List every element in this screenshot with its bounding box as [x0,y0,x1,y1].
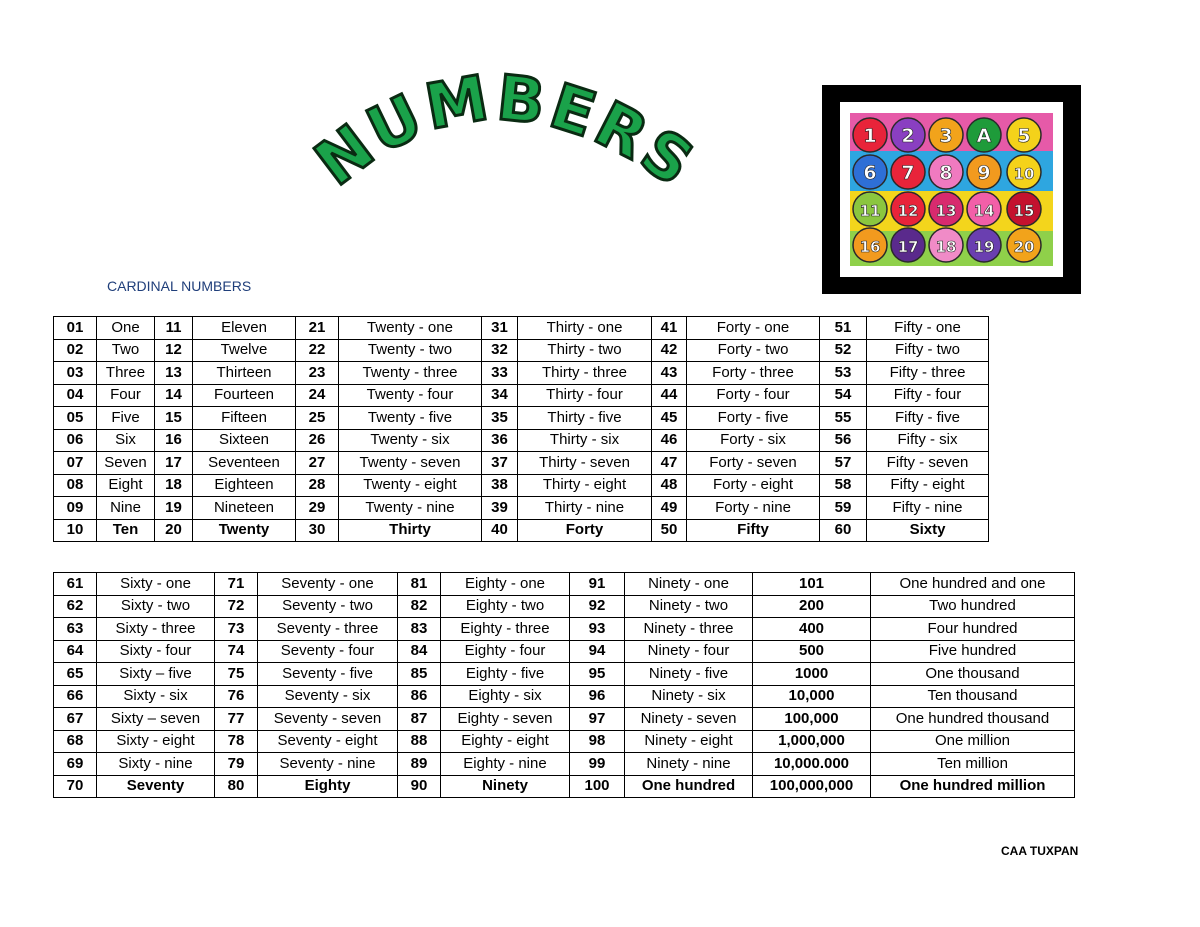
table-row [54,497,989,520]
numeral-cell: 69 [54,753,97,776]
word-cell: Seventeen [193,452,296,475]
puzzle-piece-label: 16 [859,238,881,256]
number-puzzle-image [822,85,1081,294]
numeral-cell: 24 [296,384,339,407]
word-cell: Thirty - seven [518,452,652,475]
puzzle-board [850,113,1053,266]
table-row [54,708,1075,731]
word-cell: Fifty - one [867,317,989,340]
puzzle-piece-label: 12 [897,202,919,220]
numeral-cell: 68 [54,730,97,753]
numeral-cell: 65 [54,663,97,686]
word-cell: Ninety - three [625,618,753,641]
word-cell: Fifty - six [867,429,989,452]
word-cell: Ten thousand [871,685,1075,708]
word-cell: One million [871,730,1075,753]
numeral-cell: 70 [54,775,97,798]
numeral-cell: 48 [652,474,687,497]
puzzle-piece [1007,118,1041,152]
word-cell: Fifty - nine [867,497,989,520]
numeral-cell: 73 [215,618,258,641]
puzzle-piece [1007,192,1041,226]
puzzle-piece [853,118,887,152]
word-cell: Seventy - five [258,663,398,686]
word-cell: Four [97,384,155,407]
puzzle-piece [891,155,925,189]
table-row [54,595,1075,618]
word-cell: Twenty - nine [339,497,482,520]
table-row [54,452,989,475]
table-row [54,384,989,407]
word-cell: Thirty - three [518,362,652,385]
word-cell: Eleven [193,317,296,340]
puzzle-matte [840,102,1063,277]
word-cell: Seventy - nine [258,753,398,776]
puzzle-piece [929,118,963,152]
numeral-cell: 79 [215,753,258,776]
numeral-cell: 83 [398,618,441,641]
numbers-table-1-60 [53,316,989,542]
word-cell: Seventy - eight [258,730,398,753]
word-cell: Forty - two [687,339,820,362]
numeral-cell: 16 [155,429,193,452]
numeral-cell: 02 [54,339,97,362]
word-cell: Forty - four [687,384,820,407]
word-cell: Sixty - one [97,573,215,596]
numeral-cell: 96 [570,685,625,708]
numeral-cell: 11 [155,317,193,340]
numeral-cell: 21 [296,317,339,340]
word-cell: Eighty - three [441,618,570,641]
word-cell: Forty - three [687,362,820,385]
puzzle-piece-label: 17 [897,238,919,256]
word-cell: Twenty - three [339,362,482,385]
word-cell: Fifty - seven [867,452,989,475]
word-cell: Ninety - eight [625,730,753,753]
word-cell: Eighteen [193,474,296,497]
numeral-cell: 08 [54,474,97,497]
numeral-cell: 97 [570,708,625,731]
numeral-cell: 63 [54,618,97,641]
word-cell: Thirty [339,519,482,542]
numeral-cell: 25 [296,407,339,430]
numeral-cell: 100 [570,775,625,798]
numeral-cell: 99 [570,753,625,776]
numeral-cell: 40 [482,519,518,542]
numeral-cell: 47 [652,452,687,475]
numeral-cell: 10,000.000 [753,753,871,776]
word-cell: Sixty [867,519,989,542]
numeral-cell: 77 [215,708,258,731]
puzzle-piece [891,228,925,262]
word-cell: One hundred [625,775,753,798]
word-cell: Twenty [193,519,296,542]
word-cell: Twenty - eight [339,474,482,497]
numeral-cell: 94 [570,640,625,663]
puzzle-piece-label: 3 [939,125,953,147]
word-cell: Forty - seven [687,452,820,475]
numeral-cell: 26 [296,429,339,452]
word-cell: Ninety - five [625,663,753,686]
puzzle-piece-label: 15 [1013,202,1035,220]
word-cell: Twenty - five [339,407,482,430]
numeral-cell: 53 [820,362,867,385]
word-cell: Ninety - one [625,573,753,596]
puzzle-piece [891,192,925,226]
word-cell: Fifty [687,519,820,542]
word-cell: One hundred million [871,775,1075,798]
table-row [54,339,989,362]
word-cell: Sixty - two [97,595,215,618]
numeral-cell: 03 [54,362,97,385]
puzzle-piece-label: 7 [901,162,915,184]
numeral-cell: 04 [54,384,97,407]
word-cell: One hundred thousand [871,708,1075,731]
numeral-cell: 59 [820,497,867,520]
numeral-cell: 28 [296,474,339,497]
table-row [54,663,1075,686]
puzzle-piece-label: 9 [977,162,991,184]
numeral-cell: 92 [570,595,625,618]
numeral-cell: 87 [398,708,441,731]
word-cell: Eighty - four [441,640,570,663]
table-row [54,753,1075,776]
word-cell: Twenty - one [339,317,482,340]
word-cell: Thirty - four [518,384,652,407]
numeral-cell: 07 [54,452,97,475]
numeral-cell: 91 [570,573,625,596]
numeral-cell: 200 [753,595,871,618]
numeral-cell: 52 [820,339,867,362]
numeral-cell: 80 [215,775,258,798]
word-cell: Thirty - five [518,407,652,430]
word-cell: Fifty - two [867,339,989,362]
word-cell: Five [97,407,155,430]
numeral-cell: 75 [215,663,258,686]
word-cell: Twelve [193,339,296,362]
puzzle-piece-label: 10 [1013,165,1035,183]
numeral-cell: 17 [155,452,193,475]
puzzle-piece [853,155,887,189]
word-cell: Twenty - four [339,384,482,407]
word-cell: Forty - six [687,429,820,452]
numeral-cell: 13 [155,362,193,385]
numeral-cell: 14 [155,384,193,407]
puzzle-piece-label: 6 [863,162,877,184]
puzzle-piece [929,155,963,189]
numeral-cell: 23 [296,362,339,385]
word-cell: Nine [97,497,155,520]
word-cell: Seventy - two [258,595,398,618]
numeral-cell: 43 [652,362,687,385]
word-cell: Thirteen [193,362,296,385]
puzzle-piece [853,192,887,226]
word-cell: Ten [97,519,155,542]
word-cell: Eighty - five [441,663,570,686]
word-cell: Ninety - seven [625,708,753,731]
numeral-cell: 33 [482,362,518,385]
numeral-cell: 84 [398,640,441,663]
numeral-cell: 76 [215,685,258,708]
word-cell: Forty - nine [687,497,820,520]
word-cell: One [97,317,155,340]
numeral-cell: 61 [54,573,97,596]
table-row [54,429,989,452]
word-cell: Seventy - seven [258,708,398,731]
numeral-cell: 85 [398,663,441,686]
numeral-cell: 19 [155,497,193,520]
numeral-cell: 49 [652,497,687,520]
puzzle-piece-label: 14 [973,202,995,220]
numbers-heading [280,55,720,215]
table-row [54,775,1075,798]
word-cell: Sixty - nine [97,753,215,776]
numeral-cell: 41 [652,317,687,340]
numeral-cell: 45 [652,407,687,430]
word-cell: One hundred and one [871,573,1075,596]
numeral-cell: 72 [215,595,258,618]
word-cell: Ninety [441,775,570,798]
puzzle-piece-label: 13 [935,202,957,220]
word-cell: Sixty – seven [97,708,215,731]
word-cell: Eighty - one [441,573,570,596]
puzzle-piece-label: 1 [863,125,877,147]
word-cell: Fifty - eight [867,474,989,497]
table-row [54,519,989,542]
word-cell: Ninety - nine [625,753,753,776]
numeral-cell: 88 [398,730,441,753]
puzzle-drawing [850,113,1053,266]
numeral-cell: 39 [482,497,518,520]
numeral-cell: 22 [296,339,339,362]
word-cell: Thirty - nine [518,497,652,520]
word-cell: Five hundred [871,640,1075,663]
word-cell: Six [97,429,155,452]
puzzle-piece [929,228,963,262]
word-cell: Ninety - six [625,685,753,708]
word-cell: Four hundred [871,618,1075,641]
table-row [54,407,989,430]
numeral-cell: 18 [155,474,193,497]
numeral-cell: 78 [215,730,258,753]
numeral-cell: 98 [570,730,625,753]
puzzle-piece-label: A [976,125,992,147]
word-cell: Forty - one [687,317,820,340]
puzzle-piece-label: 18 [935,238,957,256]
numeral-cell: 57 [820,452,867,475]
word-cell: Sixty – five [97,663,215,686]
numeral-cell: 60 [820,519,867,542]
numeral-cell: 54 [820,384,867,407]
numeral-cell: 81 [398,573,441,596]
numeral-cell: 46 [652,429,687,452]
word-cell: Two [97,339,155,362]
word-cell: Fourteen [193,384,296,407]
numeral-cell: 01 [54,317,97,340]
word-cell: Eight [97,474,155,497]
word-cell: Eighty - nine [441,753,570,776]
numeral-cell: 66 [54,685,97,708]
word-cell: Eighty - seven [441,708,570,731]
numeral-cell: 64 [54,640,97,663]
word-cell: Forty - five [687,407,820,430]
word-cell: Seventy - six [258,685,398,708]
puzzle-piece [891,118,925,152]
table-row [54,685,1075,708]
puzzle-piece [967,155,1001,189]
word-cell: Thirty - six [518,429,652,452]
word-cell: Twenty - two [339,339,482,362]
numeral-cell: 100,000,000 [753,775,871,798]
numeral-cell: 29 [296,497,339,520]
word-cell: Thirty - eight [518,474,652,497]
table-row [54,362,989,385]
puzzle-piece-label: 2 [901,125,915,147]
word-cell: Forty - eight [687,474,820,497]
numeral-cell: 101 [753,573,871,596]
word-cell: Eighty - eight [441,730,570,753]
author-footer: CAA TUXPAN [1001,844,1079,858]
numeral-cell: 37 [482,452,518,475]
word-cell: Forty [518,519,652,542]
word-cell: Ninety - two [625,595,753,618]
numeral-cell: 400 [753,618,871,641]
numeral-cell: 93 [570,618,625,641]
numeral-cell: 50 [652,519,687,542]
table-row [54,730,1075,753]
numbers-table-61-100-million [53,572,1075,798]
numeral-cell: 42 [652,339,687,362]
numeral-cell: 10,000 [753,685,871,708]
word-cell: Three [97,362,155,385]
numeral-cell: 90 [398,775,441,798]
puzzle-piece [967,192,1001,226]
word-cell: Seventy - four [258,640,398,663]
word-cell: Fifty - five [867,407,989,430]
word-cell: Ten million [871,753,1075,776]
word-cell: Fifteen [193,407,296,430]
numeral-cell: 05 [54,407,97,430]
numeral-cell: 58 [820,474,867,497]
numeral-cell: 27 [296,452,339,475]
word-cell: Two hundred [871,595,1075,618]
numeral-cell: 38 [482,474,518,497]
word-cell: Eighty - six [441,685,570,708]
table-row [54,573,1075,596]
numeral-cell: 74 [215,640,258,663]
numeral-cell: 09 [54,497,97,520]
table-row [54,317,989,340]
word-cell: Seven [97,452,155,475]
word-cell: Sixty - four [97,640,215,663]
puzzle-piece [967,228,1001,262]
numeral-cell: 71 [215,573,258,596]
word-cell: Ninety - four [625,640,753,663]
numeral-cell: 30 [296,519,339,542]
puzzle-piece [853,228,887,262]
table-row [54,618,1075,641]
numeral-cell: 06 [54,429,97,452]
numeral-cell: 55 [820,407,867,430]
numeral-cell: 20 [155,519,193,542]
numeral-cell: 12 [155,339,193,362]
puzzle-piece-label: 11 [859,202,881,220]
word-cell: Sixty - six [97,685,215,708]
word-cell: Thirty - one [518,317,652,340]
numeral-cell: 1000 [753,663,871,686]
numeral-cell: 89 [398,753,441,776]
word-cell: Sixty - eight [97,730,215,753]
table-row [54,640,1075,663]
table-row [54,474,989,497]
numeral-cell: 82 [398,595,441,618]
numeral-cell: 500 [753,640,871,663]
word-cell: Thirty - two [518,339,652,362]
puzzle-piece [1007,155,1041,189]
word-cell: Eighty [258,775,398,798]
puzzle-piece-label: 8 [939,162,953,184]
numeral-cell: 67 [54,708,97,731]
word-cell: Fifty - three [867,362,989,385]
word-cell: One thousand [871,663,1075,686]
numeral-cell: 56 [820,429,867,452]
numeral-cell: 95 [570,663,625,686]
numeral-cell: 10 [54,519,97,542]
numeral-cell: 86 [398,685,441,708]
puzzle-piece-label: 19 [973,238,995,256]
puzzle-piece-label: 20 [1013,238,1035,256]
numeral-cell: 51 [820,317,867,340]
numbers-heading-text: NUMBERS [301,60,710,203]
puzzle-piece-label: 5 [1017,125,1031,147]
numeral-cell: 34 [482,384,518,407]
numeral-cell: 31 [482,317,518,340]
word-cell: Nineteen [193,497,296,520]
numeral-cell: 44 [652,384,687,407]
word-cell: Seventy - three [258,618,398,641]
word-cell: Twenty - seven [339,452,482,475]
numeral-cell: 100,000 [753,708,871,731]
puzzle-piece [1007,228,1041,262]
word-cell: Sixty - three [97,618,215,641]
numeral-cell: 15 [155,407,193,430]
word-cell: Fifty - four [867,384,989,407]
numeral-cell: 36 [482,429,518,452]
numeral-cell: 35 [482,407,518,430]
cardinal-numbers-subtitle: CARDINAL NUMBERS [107,278,252,294]
word-cell: Eighty - two [441,595,570,618]
word-cell: Seventy [97,775,215,798]
word-cell: Twenty - six [339,429,482,452]
word-cell: Sixteen [193,429,296,452]
numeral-cell: 32 [482,339,518,362]
numeral-cell: 1,000,000 [753,730,871,753]
numeral-cell: 62 [54,595,97,618]
puzzle-piece [929,192,963,226]
puzzle-piece [967,118,1001,152]
word-cell: Seventy - one [258,573,398,596]
